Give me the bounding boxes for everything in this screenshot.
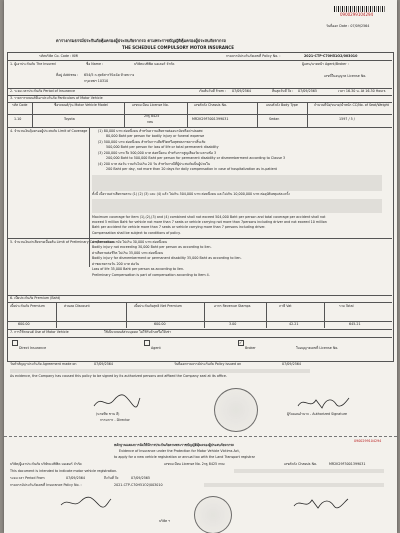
coverage-paragraph-en: Baht per accident for vehicle more than 7 seats or vehicle carrying more than 7 persons including driver. — [92, 225, 266, 229]
slip-document-number: 0900299104294 — [354, 439, 382, 443]
coverage-label: 4. จำนวนเงินคุ้มครองผู้ประสบภัย Limit of Coverage — [10, 129, 88, 133]
use-label: 7. การใช้รถยนต์ Use of Motor Vehicle — [10, 330, 69, 334]
premium-header: อากร Revenue Stamps — [214, 304, 251, 308]
vehicle-seats: 1597 / 5 / — [339, 117, 355, 121]
broker-license-label: ใบอนุญาตเลขที่ License No. — [296, 346, 339, 350]
broker-checkbox — [238, 340, 244, 346]
slip-fine-print — [204, 483, 384, 487]
director-signature — [92, 392, 142, 412]
issue-date: วันที่ออก Date : 07/09/2564 — [326, 24, 370, 28]
insured-address-line2: กรุงเทพฯ 10310 — [84, 79, 109, 83]
vehicle-license: 2กฐ 8425 — [144, 114, 160, 118]
slip-period-to: 07/09/2565 — [131, 476, 151, 480]
slip-authorized-signature — [292, 496, 350, 512]
insured-label: 1. ผู้เอาประกันภัย The Insured — [10, 62, 56, 66]
coverage-item: (2) 500,000 บาท ต่อหนึ่งคน สำหรับการเสียชีวิตหรือทุพพลภาพถาวรสิ้นเชิง — [98, 140, 206, 144]
slip-period-from-label: ระยะเวลา Period From — [10, 476, 45, 480]
slip-period-from: 07/09/2564 — [66, 476, 86, 480]
coverage-paragraph-th: ทั้งนี้ เมื่อรวมค่าเสียหายตาม (1) (2) (3) และ (4) แล้ว ไม่เกิน 504,000 บาท ต่อหนึ่งคน และไม่เกิน 10,000,000 บาท ต่ออุบัติเหตุแต่ละครั้ง — [92, 192, 290, 196]
vehicle-section-label: 3. รายการรถยนต์ที่เอาประกันภัย Particulars of Motor Vehicle — [10, 96, 103, 100]
policy-number-label: กรมธรรม์ประกันภัยเลขที่ Policy No. : — [226, 54, 281, 58]
coverage-item: 500,000 Baht per person for loss of life or total permanent disability — [106, 145, 219, 149]
preliminary-line: Bodily injury not exceeding 30,000 Baht per person as according to lien. — [92, 245, 212, 249]
preliminary-line: Loss of life 35,000 Baht per person as according to lien. — [92, 267, 185, 271]
coverage-paragraph-en: Maximum coverage for item (1),(2),(3) and (4) combined shall not exceed 504,000 Baht per person and total coverage per accident shall not — [92, 215, 326, 219]
slip-fine-print — [234, 469, 384, 473]
slip-license: เลขทะเบียน License No. 2กฐ 8425 กทม — [164, 462, 225, 466]
address-label: ที่อยู่ Address : — [56, 73, 79, 77]
slip-title-th: หลักฐานแสดงการจัดให้มีการประกันภัยตามพระราชบัญญัติคุ้มครองผู้ประสบภัยจากรถ — [114, 443, 235, 447]
preliminary-label: 5. จำนวนเงินค่าเสียหายเบื้องต้น Limit of Preliminary Compensation — [10, 240, 114, 244]
coverage-item: (1) 80,000 บาท ต่อหนึ่งคน สำหรับความเสียหายต่ออนามัยหรือค่าปลงศพ — [98, 129, 203, 133]
company-seal — [214, 388, 258, 432]
total-value: 645.21 — [349, 322, 361, 326]
agent-checkbox — [144, 340, 150, 346]
vat-value: 42.21 — [289, 322, 299, 326]
name-label: ชื่อ Name : — [86, 62, 104, 66]
coverage-item: 200 Baht per day, not more than 20 days for daily compensation in case of hospitalization as in-patient — [106, 167, 277, 171]
coverage-paragraph-en: exceed 5 million Baht for vehicle not more than 7 seats or vehicle carrying not more than 7persons including driver and not exceed 10 million — [92, 220, 327, 224]
insured-name: บริษัทแปซิฟิค มอเตอร์ จำกัด — [134, 62, 175, 66]
premium-header: รวม Total — [339, 304, 354, 308]
policy-document — [4, 0, 397, 533]
premium-header: เบี้ยประกันภัย Premium — [10, 304, 45, 308]
premium-value: 600.00 — [18, 322, 30, 326]
direct-insurance-checkbox — [12, 340, 18, 346]
vehicle-code: 1.10 — [14, 117, 22, 121]
direct-insurance-label: Direct Insurance — [19, 346, 47, 350]
use-value: ใช้เป็นรถยนต์ส่วนบุคคล ไม่ใช้รับจ้างหรือให้เช่า — [104, 330, 171, 334]
tear-line — [4, 436, 397, 437]
agreement-date: 07/09/2564 — [94, 362, 114, 366]
agreement-date-label: วันทำสัญญาประกันภัย Agreement made on — [10, 362, 77, 366]
premium-label: 6. เบี้ยประกันภัย Premium (Baht) — [10, 296, 61, 300]
premium-header: เบี้ยประกันภัยสุทธิ Net Premium — [134, 304, 182, 308]
coverage-item: 200,000 Baht to 500,000 Baht per person for permanent disability or dismemberment according to Clause 3 — [106, 156, 286, 160]
period-from: 07/09/2564 — [232, 89, 252, 93]
slip-policy-number: 2021-CTP-C70H51O2/003010 — [114, 483, 163, 487]
coverage-item: 80,000 Baht per person for bodily injury or funeral expense — [106, 134, 205, 138]
vehicle-header-model: ชื่อรถยนต์/รุ่น Motor Vehicle Model — [54, 103, 108, 107]
preliminary-line: Bodily injury for dismemberment or permanent disability 35,000 Baht as according to lien. — [92, 256, 242, 260]
slip-period-to-label: ถึงวันที่ To — [104, 476, 119, 480]
vehicle-body: Sedan — [269, 117, 280, 121]
slip-title-en: to apply for a new vehicle registration or annual tax with the Land Transport registrar — [114, 455, 256, 459]
preliminary-line: ค่าชดเชยรายวัน 200 บาท ต่อวัน — [92, 262, 140, 266]
period-from-label: เริ่มต้นวันที่ From : — [199, 89, 227, 93]
director-name: (นายพีท ชาน ลี) — [96, 412, 120, 416]
slip-chassis: MR2K29F3001399031 — [329, 462, 366, 466]
company-code: รหัสบริษัท Co. Code : KMI — [39, 54, 79, 58]
vehicle-header-chassis: เลขตัวถัง Chassis No. — [194, 103, 228, 107]
period-label: 2. ระยะเวลาประกันภัย Period of Insurance — [10, 89, 76, 93]
document-number: 0900299104294 — [340, 12, 374, 17]
witness-statement: As evidence, the Company has caused this policy to be signed by its authorized persons and affixed the Company seal at its office. — [10, 374, 227, 378]
period-time: เวลา 16.30 น. At 16.30 Hours — [338, 89, 386, 93]
period-to-label: สิ้นสุดวันที่ To : — [272, 89, 294, 93]
agent-label: Agent — [151, 346, 161, 350]
coverage-footnote: Compensation shall be subject to conditions of policy. — [92, 231, 181, 235]
period-to: 07/09/2565 — [298, 89, 318, 93]
slip-issuer: บริษัท ฯ — [159, 519, 171, 523]
policy-number: 2021-CTP-C70H51O2/003010 — [304, 54, 358, 58]
document-title-en: THE SCHEDULE COMPULSORY MOTOR INSURANCE — [122, 45, 234, 50]
slip-insured: บริษัท/ผู้เอาประกันภัย บริษัทแปซิฟิค มอเตอร์ จำกัด — [10, 462, 82, 466]
authorized-signature — [296, 394, 351, 412]
slip-policy-label: กรมธรรม์ประกันภัยเลขที่ Insurance Policy No. : — [10, 483, 82, 487]
coverage-fine-print — [92, 175, 382, 191]
broker-label: Broker — [245, 346, 256, 350]
vehicle-chassis: MR2K29F3001399031 — [192, 117, 229, 121]
net-premium-value: 600.00 — [154, 322, 166, 326]
premium-header: ส่วนลด Discount — [64, 304, 90, 308]
insured-address: 654/5 ถ.สุทธิสารวินิจฉัย ห้วยขวาง — [84, 73, 135, 77]
witness-fine-print — [10, 369, 310, 373]
authorized-title: ผู้รับมอบอำนาจ - Authorized Signature — [287, 412, 348, 416]
slip-note: This document is intended to indicate motor vehicle registration. — [10, 469, 118, 473]
vehicle-license-province: กทม — [147, 120, 154, 124]
license-label: เลขที่ใบอนุญาต License No. — [324, 74, 367, 78]
stamp-duty-value: 3.00 — [229, 322, 237, 326]
policy-issued-label: วันที่ออกกรมธรรม์ประกันภัย Policy issued on — [174, 362, 242, 366]
agent-broker-label: ผู้แทน/นายหน้า Agent/Broker : — [302, 62, 349, 66]
preliminary-line: Preliminary Compensation is part of compensation according to Item 4. — [92, 273, 210, 277]
slip-chassis-label: เลขตัวถัง Chassis No. — [284, 462, 318, 466]
slip-title-en: Evidence of Insurance under the Protection for Motor Vehicle Victims Act, — [119, 449, 240, 453]
policy-issued-date: 07/09/2564 — [282, 362, 302, 366]
slip-company-seal — [194, 496, 232, 533]
premium-header: ภาษี Vat — [279, 304, 292, 308]
coverage-item: (3) 200,000 บาท ถึง 500,000 บาท ต่อหนึ่งคน สำหรับการสูญเสียอวัยวะตามข้อ 3 — [98, 151, 217, 155]
document-title-th: ตารางกรมธรรม์ประกันภัยคุ้มครองผู้ประสบภัยจากรถ ตามพระราชบัญญัติคุ้มครองผู้ประสบภัยจากรถ — [56, 38, 227, 43]
vehicle-header-license: เลขทะเบียน License No. — [132, 103, 169, 107]
vehicle-header-seats: จำนวนที่นั่ง/ขนาด/น้ำหนัก CC/No. of Seat/Weight — [314, 103, 389, 107]
coverage-item: (4) 200 บาท ต่อวัน รวมกันไม่เกิน 20 วัน สำหรับกรณีที่ผู้ประสบภัยเป็นผู้ป่วยใน — [98, 162, 211, 166]
preliminary-line: ค่าเสียหายต่อชีวิต ไม่เกิน 35,000 บาท ต่อหนึ่งคน — [92, 251, 164, 255]
vehicle-header-code: รหัส Code — [12, 103, 28, 107]
preliminary-line: ค่าเสียหายต่ออนามัย ไม่เกิน 30,000 บาท ต่อหนึ่งคน — [92, 240, 168, 244]
vehicle-model: Toyota — [64, 117, 75, 121]
director-title: กรรมการ - Director — [100, 418, 130, 422]
coverage-fine-print — [92, 199, 382, 213]
vehicle-header-body: แบบตัวถัง Body Type — [266, 103, 298, 107]
slip-director-signature — [59, 495, 114, 511]
